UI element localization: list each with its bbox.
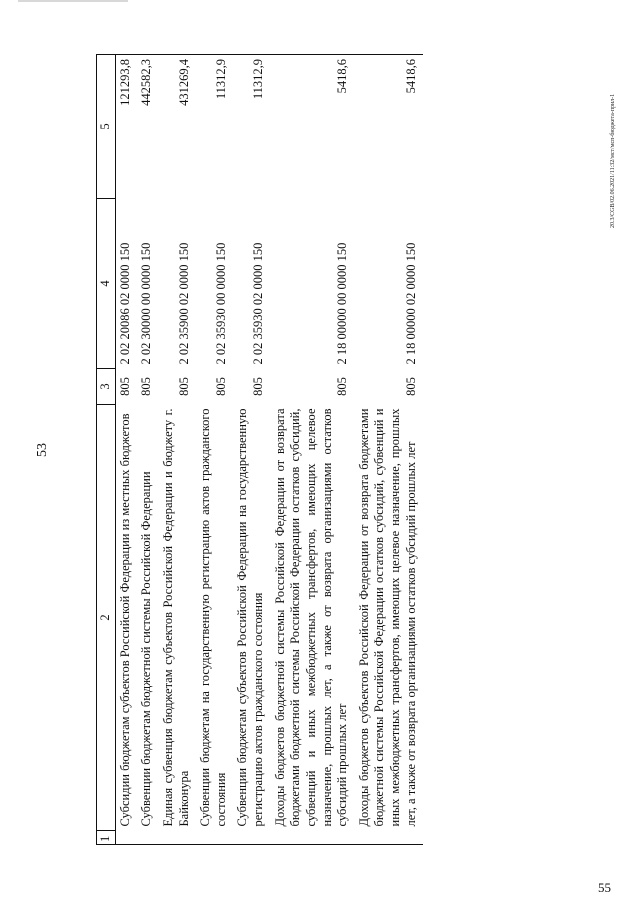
header-col-3: 3 [97, 369, 116, 405]
row-description: Субвенции бюджетам бюджетной системы Российской Федерации [139, 471, 154, 827]
row-budget-code: 2 18 00000 02 0000 150 [403, 242, 418, 365]
row-budget-code: 2 02 35930 00 0000 150 [213, 242, 228, 365]
row-budget-code: 2 02 20086 02 0000 150 [117, 242, 132, 365]
row-marker-cell [233, 831, 270, 845]
row-description: Доходы бюджетов субъектов Российской Федерации от возврата бюджетами бюджетной системы Российской Федерации остатков субсидий, субвенций и иных межбюджетных трансфертов, имеющих целевое назначение, прошлых лет, а также от возврата организациями остатков субсидий прошлых лет [356, 408, 418, 827]
row-marker-cell [196, 831, 233, 845]
row-amount: 11312,9 [233, 55, 270, 199]
row-budget-code: 2 02 30000 00 0000 150 [139, 242, 154, 365]
row-admin-code: 805 [139, 377, 154, 396]
row-admin-code: 805 [251, 377, 265, 396]
row-amount: 5418,6 [271, 55, 355, 199]
table-row [355, 55, 424, 845]
row-description: Субвенции бюджетам субъектов Российской Федерации на государственную регистрацию актов гражданского состояния [235, 408, 265, 827]
table-row [115, 55, 137, 845]
rotated-table-sheet [96, 55, 576, 845]
table-row [233, 55, 270, 845]
row-admin-code: 805 [213, 377, 228, 396]
table-row [271, 55, 355, 845]
header-col-1: 1 [97, 831, 116, 845]
row-description: Единая субвенция бюджетам субъектов Российской Федерации и бюджету г. Байконура [160, 408, 191, 827]
table-row [196, 55, 233, 845]
footer-document-code: 20.3/CGB/02.06.2021/11:32/мст/мсп-бюджета-прил-1 [610, 93, 616, 228]
row-amount: 442582,3 [137, 55, 159, 199]
header-col-2: 2 [97, 405, 116, 831]
row-admin-code: 805 [117, 377, 132, 396]
row-budget-code: 2 02 35900 02 0000 150 [176, 242, 191, 365]
row-admin-code: 805 [403, 377, 418, 396]
row-amount: 5418,6 [355, 55, 424, 199]
budget-revenue-table [96, 54, 423, 845]
table-row [137, 55, 159, 845]
scan-artifact [18, 0, 128, 2]
header-col-5: 5 [97, 55, 116, 199]
row-marker-cell [355, 831, 424, 845]
row-marker-cell [271, 831, 355, 845]
row-description: Субсидии бюджетам субъектов Российской Федерации из местных бюджетов [117, 413, 132, 827]
row-marker-cell [137, 831, 159, 845]
row-budget-code: 2 02 35930 02 0000 150 [251, 242, 265, 365]
page-number-top: 53 [35, 443, 50, 457]
row-marker-cell [159, 831, 196, 845]
row-budget-code: 2 18 00000 00 0000 150 [335, 242, 350, 365]
row-marker-cell [115, 831, 137, 845]
row-admin-code: 805 [335, 377, 350, 396]
table-header-row [97, 55, 116, 845]
page-number-bottom: 55 [598, 880, 611, 895]
row-amount: 11312,9 [196, 55, 233, 199]
row-description: Доходы бюджетов бюджетной системы Российской Федерации от возврата бюджетами бюджетной системы Российской Федерации остатков субсидий, субвенций и иных межбюджетных трансфертов, имеющих целевое назначение, прошлых лет, а также от возврата организациями остатков субсидий прошлых лет [272, 408, 350, 827]
row-admin-code: 805 [176, 377, 191, 396]
table-row [159, 55, 196, 845]
header-col-4: 4 [97, 199, 116, 369]
row-amount: 121293,8 [115, 55, 137, 199]
row-description: Субвенции бюджетам на государственную регистрацию актов гражданского состояния [198, 408, 228, 827]
row-amount: 431269,4 [159, 55, 196, 199]
